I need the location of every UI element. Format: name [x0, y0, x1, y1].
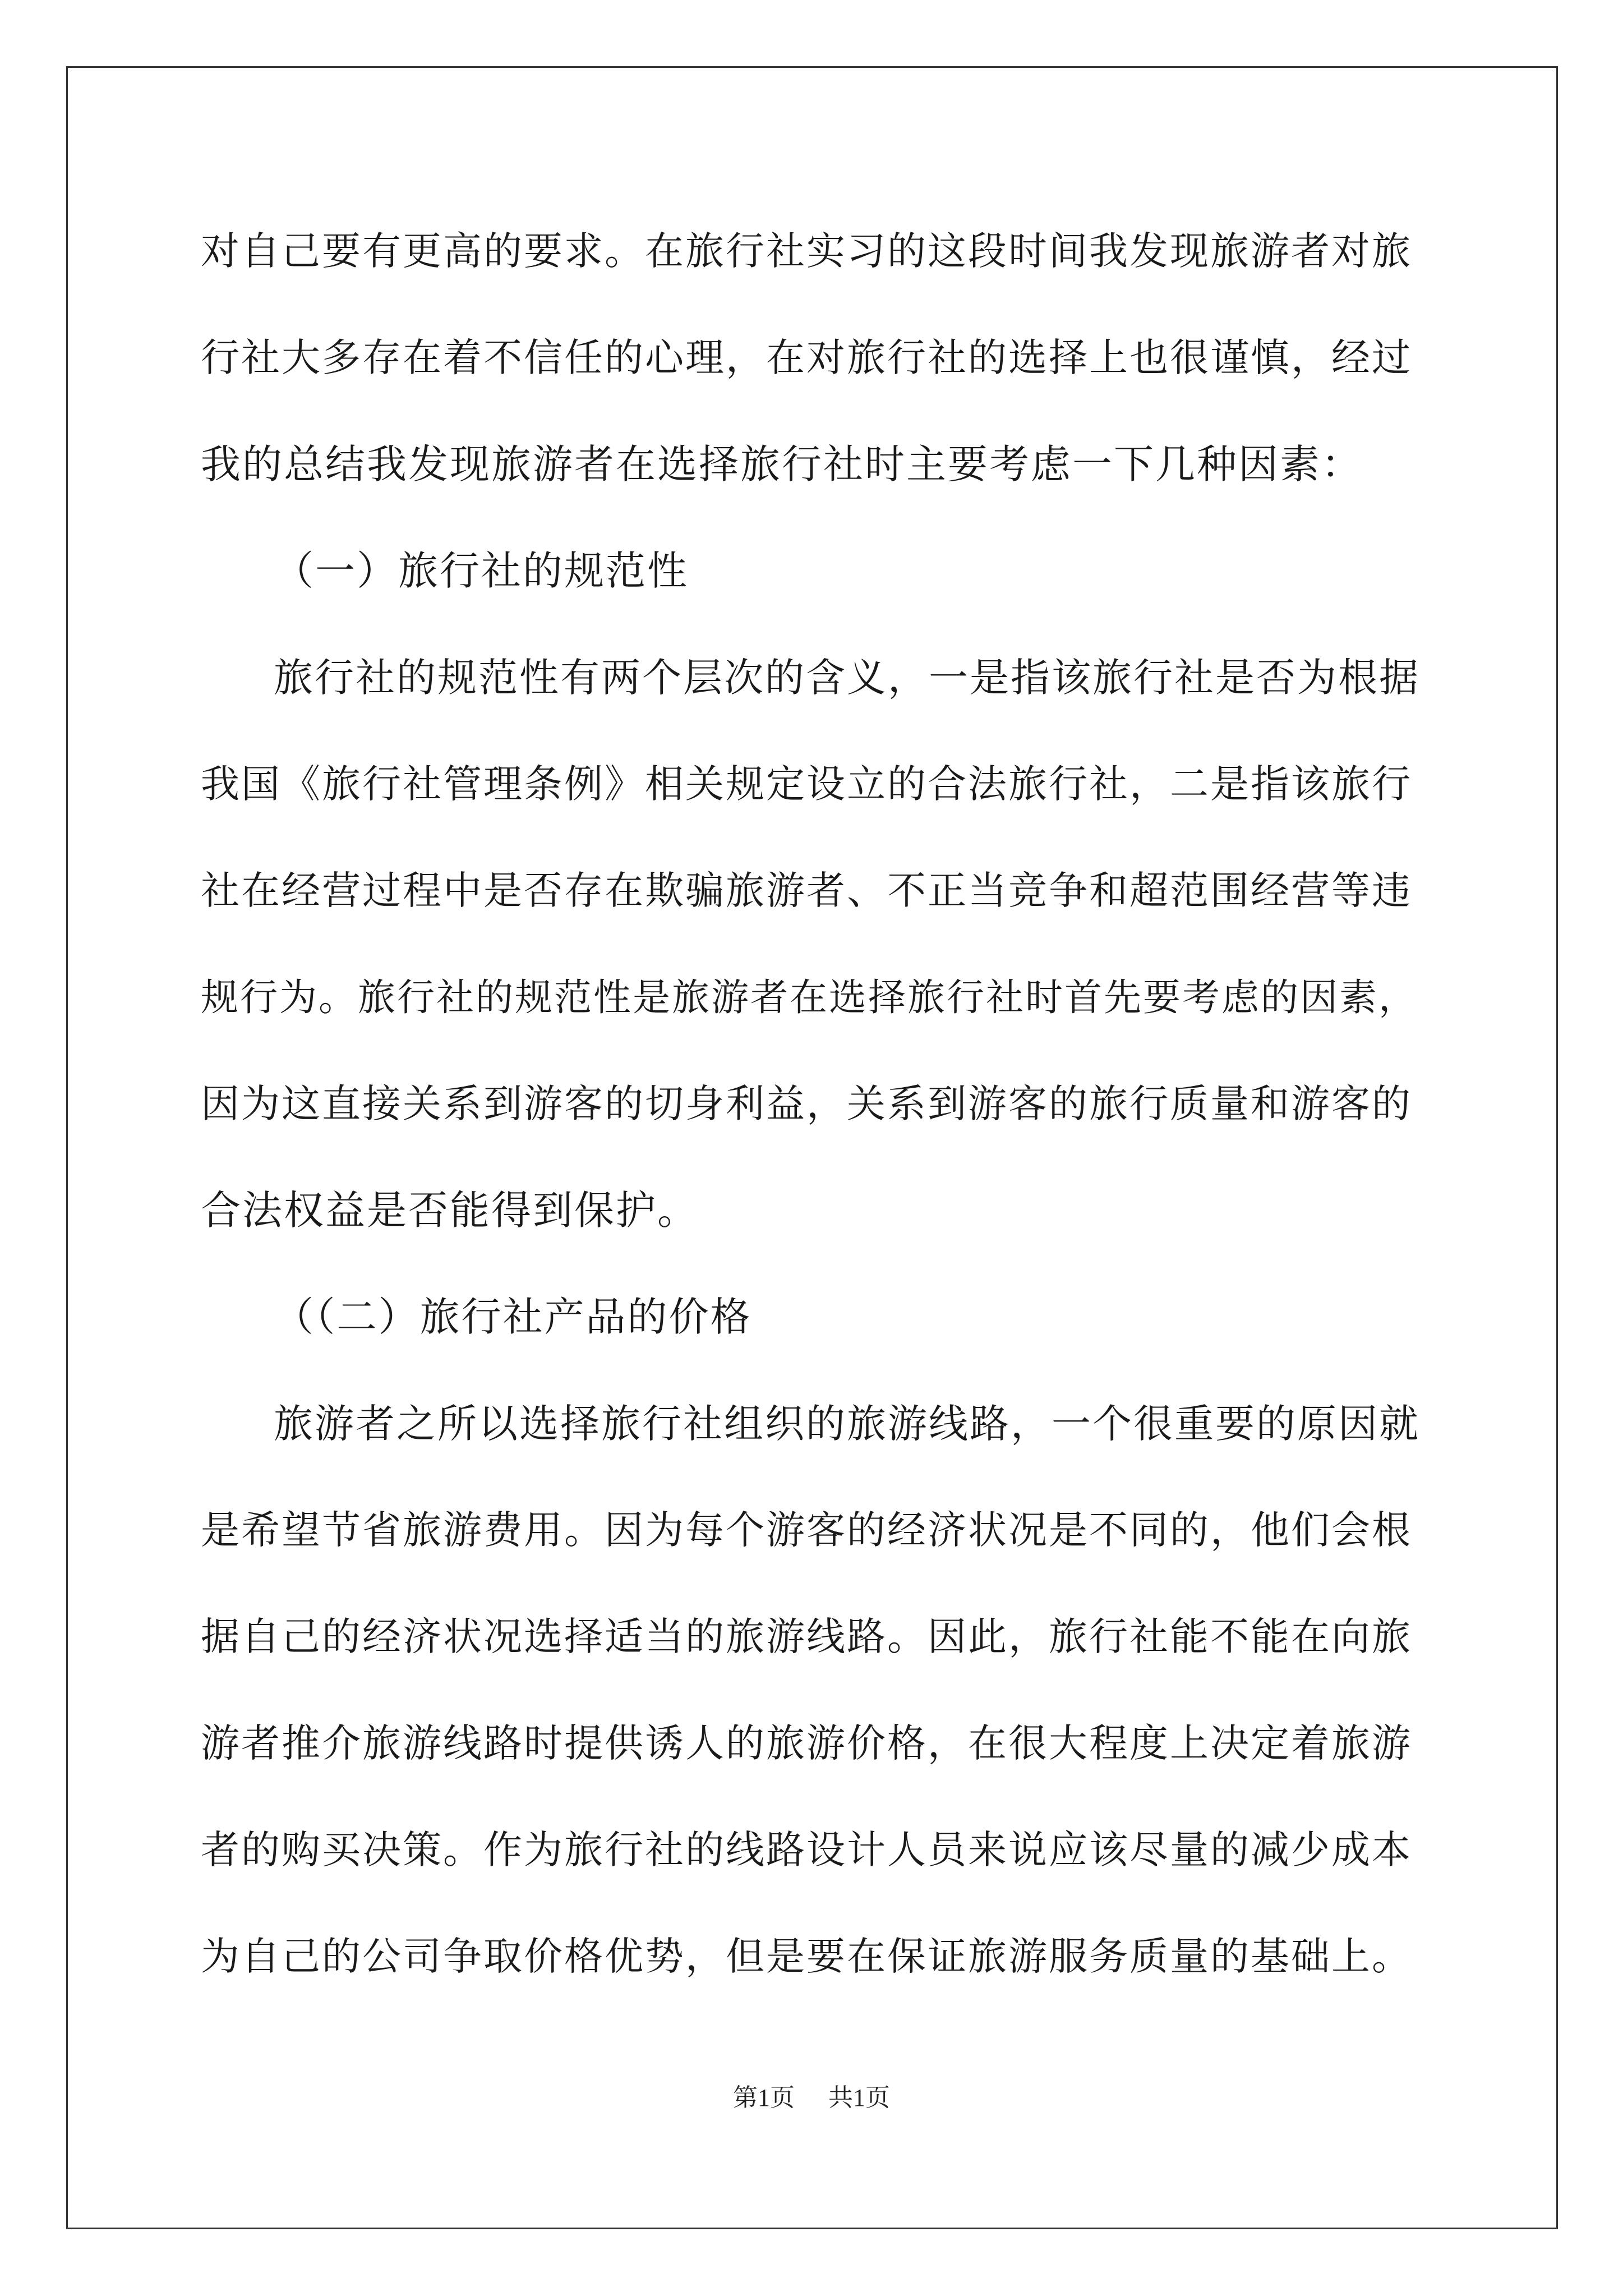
page-total: 共1页 — [828, 2084, 890, 2111]
text-line: 合法权益是否能得到保护。 — [201, 1187, 699, 1234]
text-line: 旅行社的规范性有两个层次的含义，一是指该旅行社是否为根据 — [274, 655, 1420, 701]
text-line: 游者推介旅游线路时提供诱人的旅游价格，在很大程度上决定着旅游 — [201, 1721, 1412, 1766]
text-line: 旅游者之所以选择旅行社组织的旅游线路，一个很重要的原因就 — [274, 1401, 1420, 1447]
page-footer — [0, 2081, 1623, 2115]
text-line: 因为这直接关系到游客的切身利益，关系到游客的旅行质量和游客的 — [201, 1082, 1412, 1126]
text-line: 行社大多存在着不信任的心理，在对旅行社的选择上也很谨慎，经过 — [201, 335, 1412, 380]
page-number: 第1页 — [733, 2084, 795, 2111]
section-heading: （一）旅行社的规范性 — [274, 547, 689, 594]
text-line: 据自己的经济状况选择适当的旅游线路。因此，旅行社能不能在向旅 — [201, 1614, 1412, 1659]
text-line: 我的总结我发现旅游者在选择旅行社时主要考虑一下几种因素： — [201, 441, 1363, 487]
text-line: 规行为。旅行社的规范性是旅游者在选择旅行社时首先要考虑的因素， — [201, 976, 1418, 1019]
text-line: 我国《旅行社管理条例》相关规定设立的合法旅行社，二是指该旅行 — [201, 762, 1412, 807]
text-line: 是希望节省旅游费用。因为每个游客的经济状况是不同的，他们会根 — [201, 1508, 1412, 1553]
text-line: 对自己要有更高的要求。在旅行社实习的这段时间我发现旅游者对旅 — [201, 229, 1412, 274]
text-line: 社在经营过程中是否存在欺骗旅游者、不正当竞争和超范围经营等违 — [201, 868, 1412, 913]
text-line: 者的购买决策。作为旅行社的线路设计人员来说应该尽量的减少成本 — [201, 1828, 1412, 1872]
section-heading: （（二）旅行社产品的价格 — [274, 1294, 752, 1340]
text-line: 为自己的公司争取价格优势，但是要在保证旅游服务质量的基础上。 — [201, 1934, 1412, 1979]
